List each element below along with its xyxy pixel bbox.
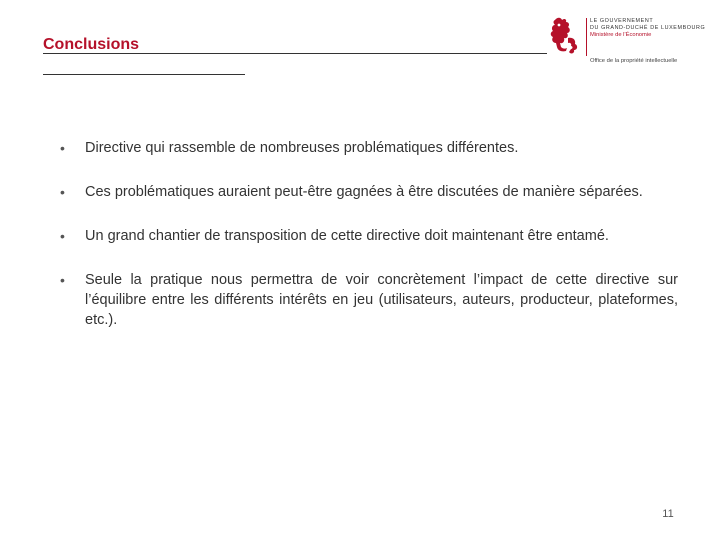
slide-title: Conclusions <box>43 36 140 53</box>
bullet-item <box>60 182 678 202</box>
page-number: 11 <box>662 508 674 520</box>
bullet-text: Directive qui rassemble de nombreuses problématiques différentes. <box>85 140 519 156</box>
red-lion-icon <box>546 16 580 56</box>
bullet-text: Ces problématiques auraient peut-être gagnées à être discutées de manière séparées. <box>85 184 643 200</box>
bullet-item <box>60 138 678 158</box>
logo-line-1: LE GOUVERNEMENT <box>590 18 654 24</box>
bullet-text: Un grand chantier de transposition de cette directive doit maintenant être entamé. <box>85 228 609 244</box>
logo-divider <box>586 18 587 56</box>
bullet-item <box>60 226 678 246</box>
bullet-marker: • <box>60 228 65 244</box>
bullet-marker: • <box>60 184 65 200</box>
bullet-item <box>60 270 678 330</box>
bullet-text: Seule la pratique nous permettra de voir concrètement l’impact de cette directive sur l’équilibre entre les différents intérêts en jeu (utilisateurs, auteurs, producteur, plateformes, etc.). <box>85 272 678 328</box>
logo-office: Office de la propriété intellectuelle <box>590 58 678 64</box>
logo-line-2: DU GRAND-DUCHÉ DE LUXEMBOURG <box>590 24 706 31</box>
logo-ministry: Ministère de l'Économie <box>590 32 652 39</box>
logo-text <box>590 18 716 39</box>
government-logo <box>546 16 716 72</box>
bullet-list <box>60 138 678 354</box>
bullet-marker: • <box>60 272 65 288</box>
bullet-marker: • <box>60 140 65 156</box>
title-subrule <box>43 74 245 75</box>
title-underline <box>43 53 547 54</box>
